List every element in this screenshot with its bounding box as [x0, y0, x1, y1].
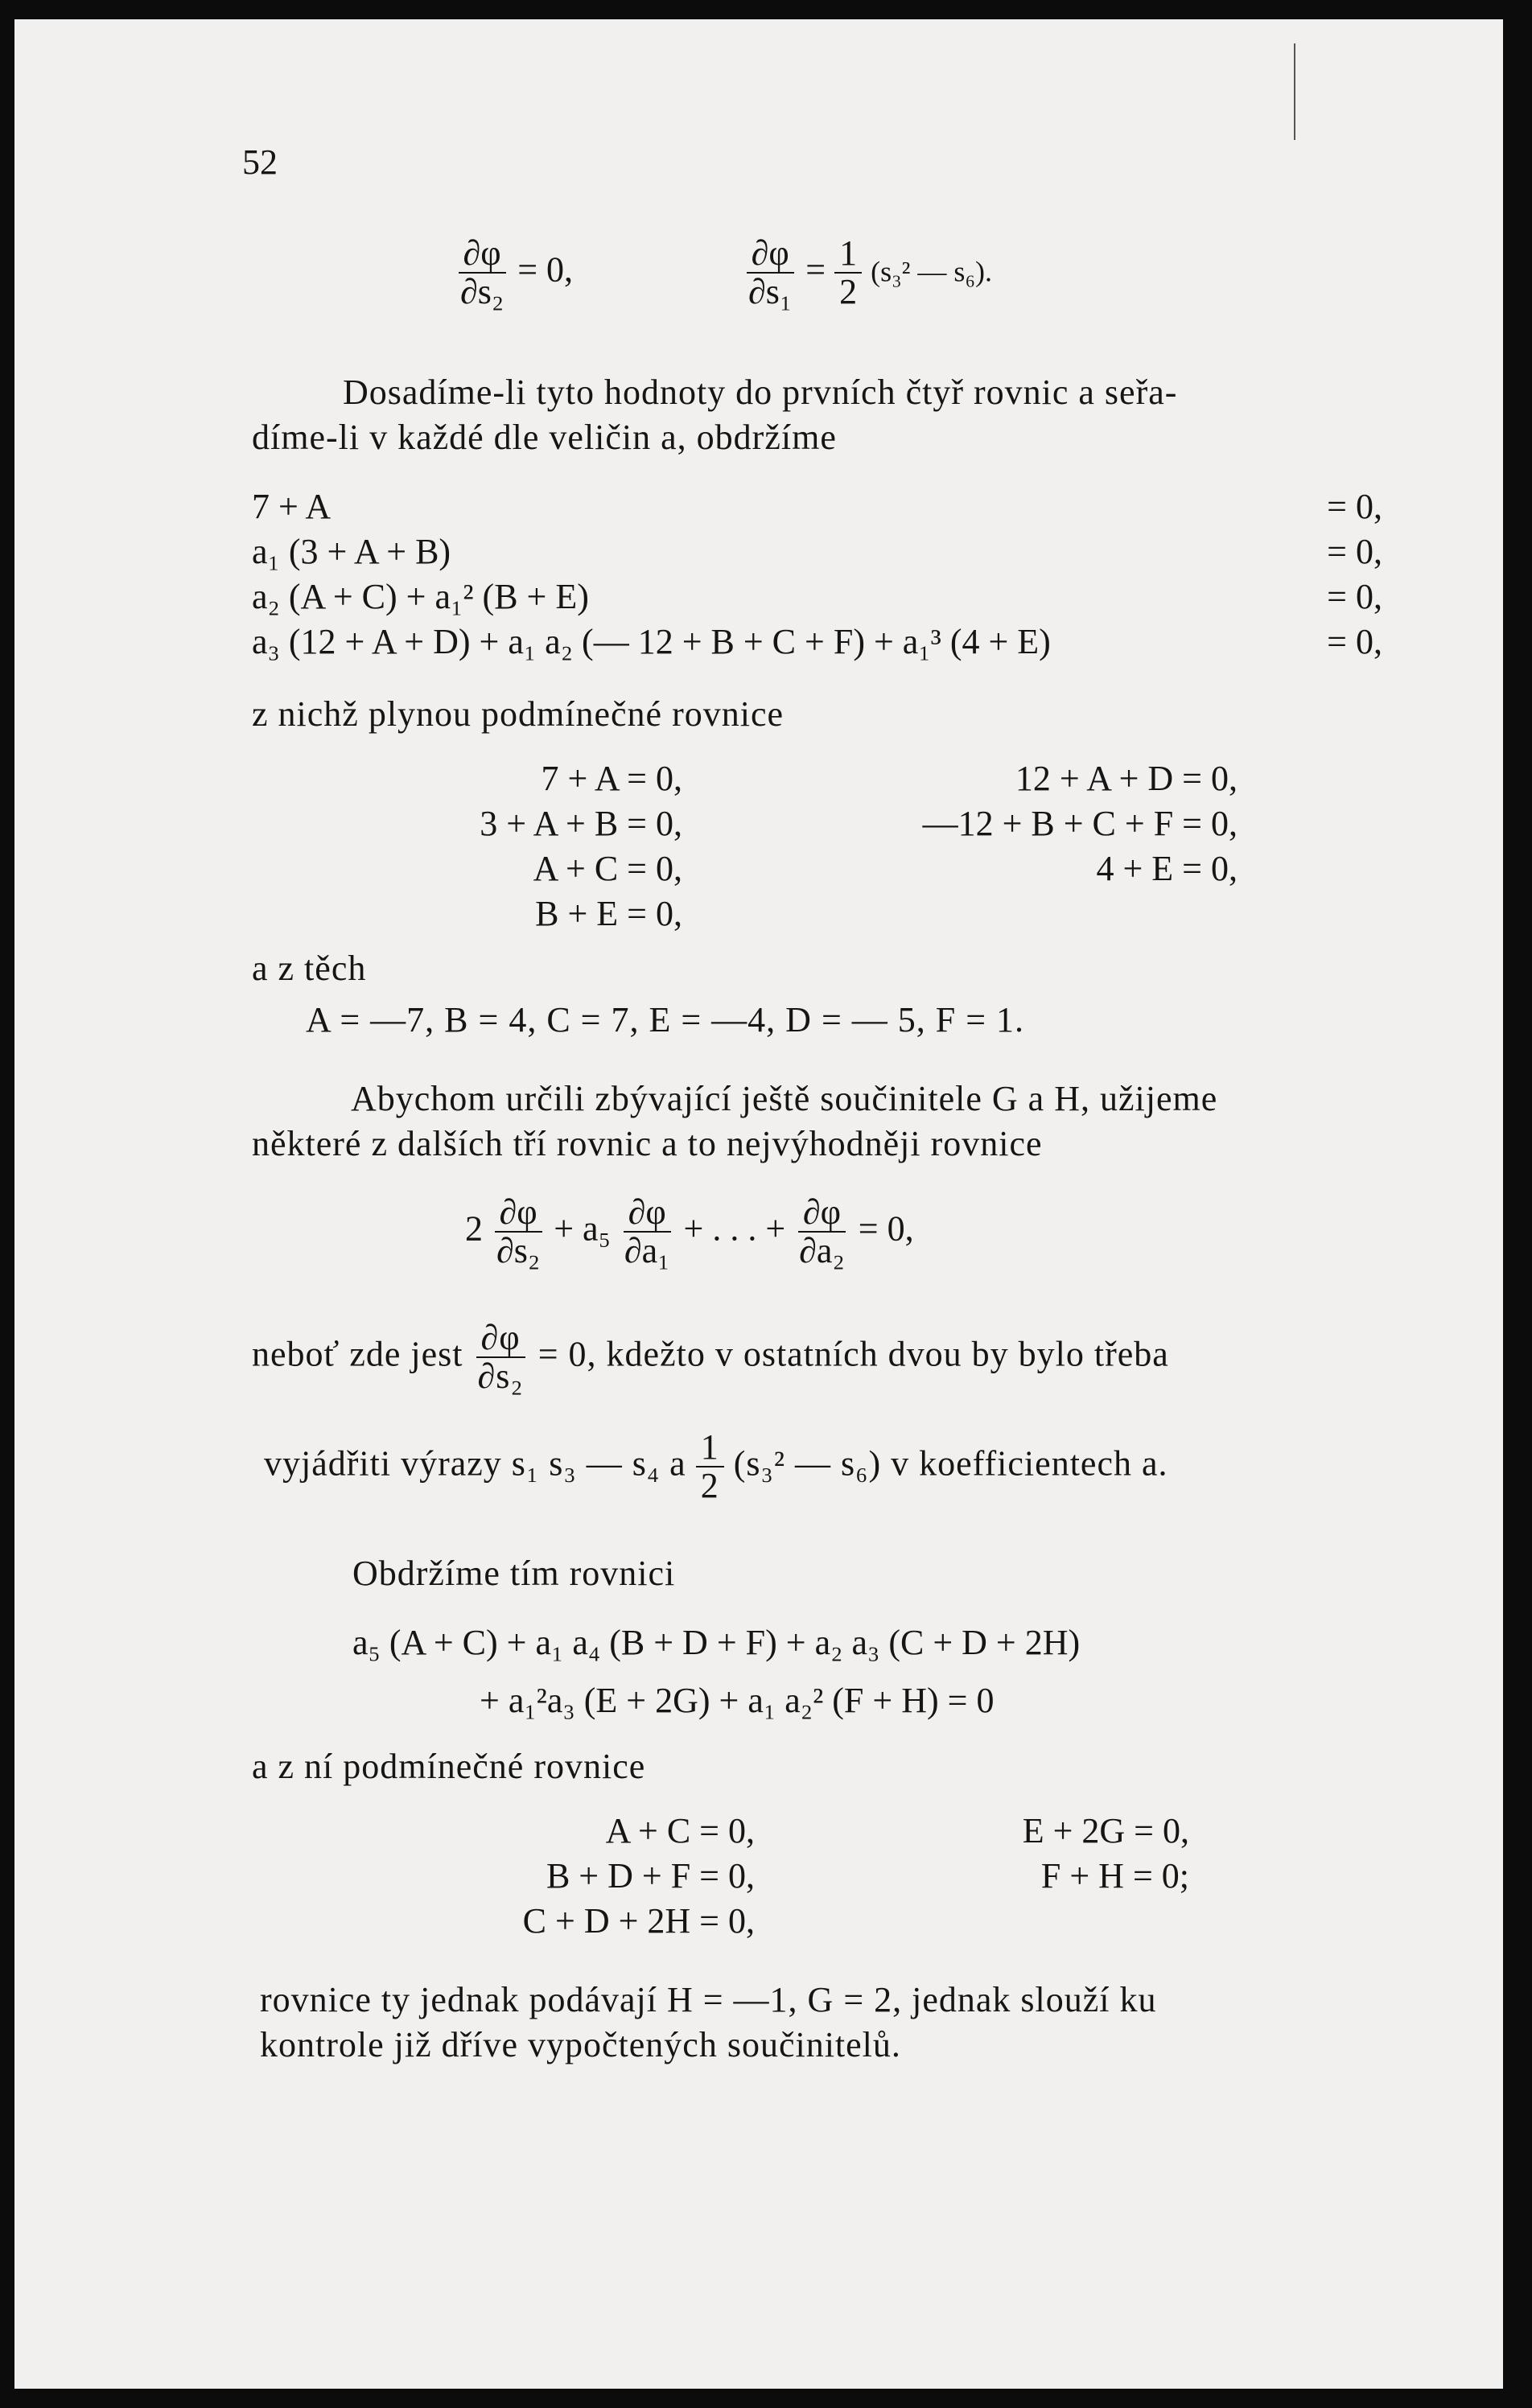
- condition-equation: B + E = 0,: [535, 894, 682, 933]
- paragraph-line: Obdržíme tím rovnici: [352, 1554, 676, 1593]
- condition-equation: C + D + 2H = 0,: [522, 1901, 755, 1941]
- equation-row: 7 + A: [252, 487, 332, 526]
- condition-equation: F + H = 0;: [1040, 1856, 1189, 1896]
- equation-rhs: = 0,: [1327, 577, 1382, 616]
- equation-row: a₃ (12 + A + D) + a₁ a₂ (— 12 + B + C + F) + a₁³ (4 + E): [252, 622, 1051, 661]
- fraction-dphi-da2: $\frac{\partial\varphi}{\text{∂a₂}}$: [799, 1192, 845, 1271]
- fraction-dphi-ds1: $\frac{\partial\varphi}{\text{∂s₁}}$: [743, 235, 797, 311]
- condition-equation: 3 + A + B = 0,: [480, 804, 682, 843]
- fraction-dphi-ds2: $\frac{\partial\varphi}{\text{∂s₂}}$: [492, 1194, 545, 1270]
- fraction-dphi-ds2: $\frac{\partial\varphi}{\text{∂s₂}}$: [477, 1318, 524, 1397]
- long-equation-line: a₅ (A + C) + a₁ a₄ (B + D + F) + a₂ a₃ (C + D + 2H): [352, 1623, 1081, 1662]
- fraction-dphi-ds2: $\frac{\partial\varphi}{\text{∂s₂}}$: [455, 235, 509, 311]
- equation-row: a₂ (A + C) + a₁² (B + E): [252, 577, 589, 616]
- long-equation-line: + a₁²a₃ (E + 2G) + a₁ a₂² (F + H) = 0: [480, 1681, 995, 1720]
- fraction-one-half: $\frac{1}{2}$: [696, 1429, 724, 1504]
- condition-equation: 4 + E = 0,: [1096, 849, 1238, 888]
- page-number: 52: [242, 142, 278, 182]
- equation-rhs: = 0,: [1327, 487, 1382, 526]
- equation-rhs: = 0,: [1327, 622, 1382, 661]
- paragraph-line: Dosadíme-li tyto hodnoty do prvních čtyř rovnic a seřa-: [343, 373, 1178, 412]
- formula-middle: 2 $\frac{\partial\varphi}{\text{∂s₂}}$ + a₅ $\frac{\partial\varphi}{\text{∂a₁}}$ + . . . + $\frac{\partial\varphi}{\text{∂a₂}}$ = 0,: [465, 1192, 914, 1271]
- condition-equation: E + 2G = 0,: [1022, 1811, 1189, 1850]
- paragraph-line: a z těch: [252, 949, 367, 988]
- paragraph-line: díme-li v každé dle veličin a, obdržíme: [252, 418, 837, 457]
- condition-equation: 7 + A = 0,: [541, 759, 682, 798]
- equation-rhs: = 0,: [1327, 532, 1382, 571]
- scan-edge-line: [1294, 43, 1295, 140]
- condition-equation: A + C = 0,: [533, 849, 682, 888]
- paragraph-line: a z ní podmínečné rovnice: [252, 1747, 646, 1786]
- results-line: A = —7, B = 4, C = 7, E = —4, D = — 5, F = 1.: [306, 1000, 1025, 1039]
- equation-row: a₁ (3 + A + B): [252, 532, 451, 571]
- condition-equation: A + C = 0,: [605, 1811, 755, 1850]
- fraction-one-half: $\frac{1}{2}$: [834, 235, 862, 311]
- fraction-dphi-da1: $\frac{\partial\varphi}{\text{∂a₁}}$: [624, 1192, 670, 1271]
- paragraph-line: kontrole již dříve vypočtených součinitelů.: [260, 2025, 901, 2064]
- book-page: [14, 19, 1503, 2389]
- paragraph-line: Abychom určili zbývající ještě součinitele G a H, užijeme: [351, 1079, 1218, 1118]
- paragraph-line-with-fraction: vyjádřiti výrazy s₁ s₃ — s₄ a $\frac{1}{2}$ (s₃² — s₆) v koefficientech a.: [264, 1427, 1168, 1506]
- condition-equation: —12 + B + C + F = 0,: [922, 804, 1238, 843]
- paragraph-line-with-fraction: neboť zde jest $\frac{\partial\varphi}{\text{∂s₂}}$ = 0, kdežto v ostatních dvou by bylo třeba: [252, 1318, 1169, 1397]
- paragraph-line: rovnice ty jednak podávají H = —1, G = 2, jednak slouží ku: [260, 1980, 1157, 2019]
- paragraph-line: z nichž plynou podmínečné rovnice: [252, 694, 785, 734]
- paragraph-line: některé z dalších tří rovnic a to nejvýhodněji rovnice: [252, 1124, 1043, 1163]
- formula-top: $\frac{\partial\varphi}{\text{∂s₂}}$ = 0, $\frac{\partial\varphi}{\text{∂s₁}}$ = $\frac{1}{2}$ (s₃² — s₆).: [455, 235, 992, 311]
- condition-equation: B + D + F = 0,: [546, 1856, 755, 1896]
- condition-equation: 12 + A + D = 0,: [1015, 759, 1238, 798]
